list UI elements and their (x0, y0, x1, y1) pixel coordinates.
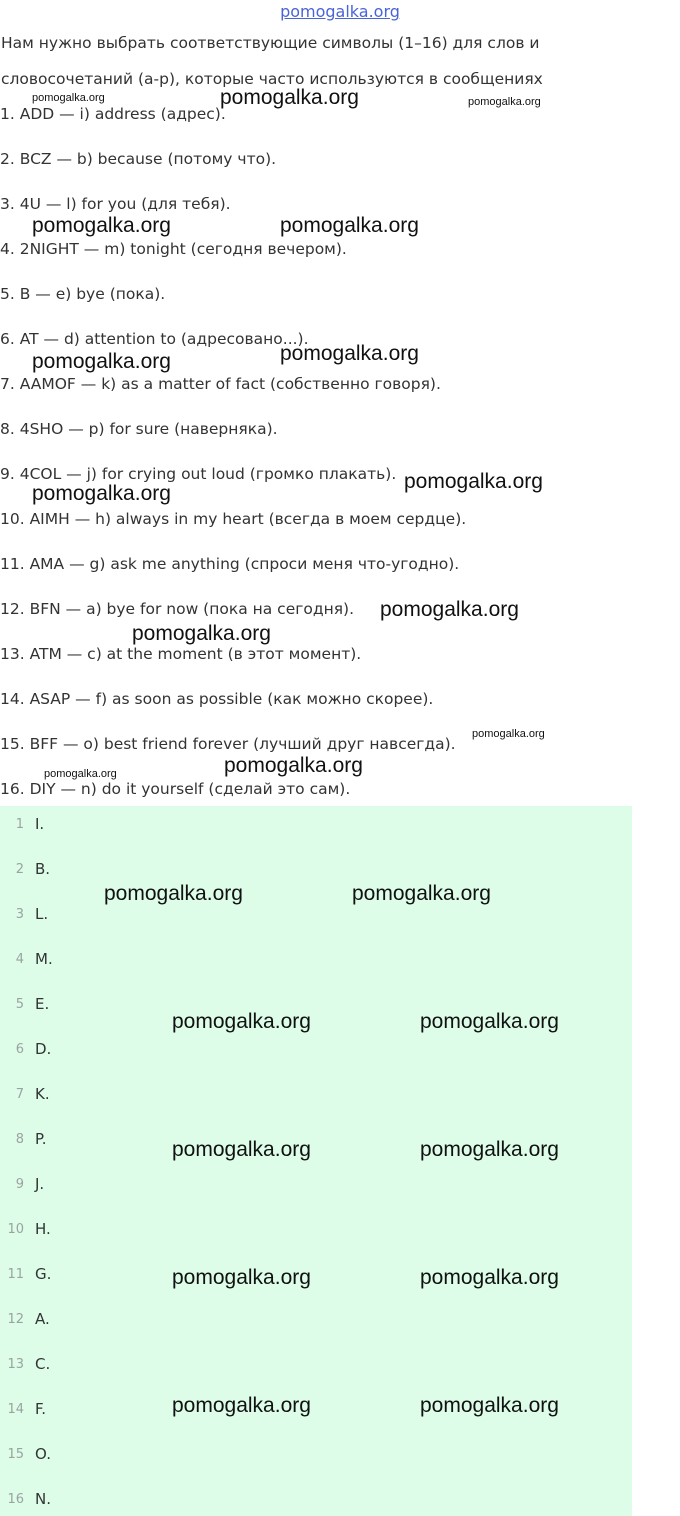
answer-number: 14 (7, 1402, 24, 1417)
answer-value: A. (35, 1310, 50, 1328)
watermark: pomogalka.org (104, 882, 243, 905)
site-link[interactable]: pomogalka.org (280, 2, 400, 21)
watermark: pomogalka.org (220, 86, 359, 109)
list-item: 11. AMA — g) ask me anything (спроси меня что-угодно). (0, 555, 460, 573)
watermark: pomogalka.org (172, 1266, 311, 1289)
answer-number: 6 (15, 1042, 24, 1057)
watermark: pomogalka.org (172, 1394, 311, 1417)
answer-value: E. (35, 995, 50, 1013)
intro-line-1: Нам нужно выбрать соответствующие символы (1–16) для слов и (1, 34, 540, 52)
intro-line-2: словосочетаний (a-p), которые часто используются в сообщениях (1, 70, 543, 88)
watermark: pomogalka.org (420, 1010, 559, 1033)
watermark: pomogalka.org (404, 470, 543, 493)
answer-value: N. (35, 1490, 51, 1508)
watermark: pomogalka.org (32, 92, 105, 104)
watermark: pomogalka.org (224, 754, 363, 777)
answer-value: C. (35, 1355, 51, 1373)
answer-number: 15 (7, 1447, 24, 1462)
list-item: 1. ADD — i) address (адрес). (0, 105, 226, 123)
watermark: pomogalka.org (280, 214, 419, 237)
watermark: pomogalka.org (32, 214, 171, 237)
watermark: pomogalka.org (44, 768, 117, 780)
list-item: 15. BFF — o) best friend forever (лучший друг навсегда). (0, 735, 456, 753)
list-item: 16. DIY — n) do it yourself (сделай это сам). (0, 780, 351, 798)
answer-number: 8 (15, 1132, 24, 1147)
watermark: pomogalka.org (172, 1010, 311, 1033)
answer-number: 11 (7, 1267, 24, 1282)
answer-value: L. (35, 905, 49, 923)
answer-value: D. (35, 1040, 52, 1058)
watermark: pomogalka.org (280, 342, 419, 365)
answer-value: H. (35, 1220, 51, 1238)
answer-number: 9 (15, 1177, 24, 1192)
list-item: 13. ATM — c) at the moment (в этот момент). (0, 645, 362, 663)
answer-number: 16 (7, 1492, 24, 1507)
watermark: pomogalka.org (32, 482, 171, 505)
answer-value: G. (35, 1265, 52, 1283)
answer-value: P. (35, 1130, 47, 1148)
list-item: 8. 4SHO — p) for sure (наверняка). (0, 420, 278, 438)
watermark: pomogalka.org (380, 598, 519, 621)
list-item: 3. 4U — l) for you (для тебя). (0, 195, 231, 213)
answer-value: F. (35, 1400, 46, 1418)
answer-value: B. (35, 860, 51, 878)
watermark: pomogalka.org (420, 1266, 559, 1289)
list-item: 12. BFN — a) bye for now (пока на сегодня). (0, 600, 355, 618)
answer-value: M. (35, 950, 53, 968)
answer-value: O. (35, 1445, 51, 1463)
watermark: pomogalka.org (468, 96, 541, 108)
list-item: 4. 2NIGHT — m) tonight (сегодня вечером). (0, 240, 347, 258)
watermark: pomogalka.org (472, 728, 545, 740)
watermark: pomogalka.org (132, 622, 271, 645)
list-item: 2. BCZ — b) because (потому что). (0, 150, 277, 168)
watermark: pomogalka.org (32, 350, 171, 373)
answer-number: 12 (7, 1312, 24, 1327)
answer-number: 7 (15, 1087, 24, 1102)
watermark: pomogalka.org (420, 1138, 559, 1161)
answer-value: J. (35, 1175, 45, 1193)
list-item: 5. B — e) bye (пока). (0, 285, 166, 303)
list-item: 7. AAMOF — k) as a matter of fact (собственно говоря). (0, 375, 441, 393)
watermark: pomogalka.org (420, 1394, 559, 1417)
list-item: 14. ASAP — f) as soon as possible (как можно скорее). (0, 690, 434, 708)
watermark: pomogalka.org (172, 1138, 311, 1161)
answer-number: 13 (7, 1357, 24, 1372)
watermark: pomogalka.org (352, 882, 491, 905)
answer-number: 1 (15, 817, 24, 832)
list-item: 9. 4COL — j) for crying out loud (громко плакать). (0, 465, 397, 483)
answer-value: I. (35, 815, 45, 833)
answer-number: 10 (7, 1222, 24, 1237)
answer-number: 4 (15, 952, 24, 967)
answer-number: 2 (15, 862, 24, 877)
list-item: 10. AIMH — h) always in my heart (всегда в моем сердце). (0, 510, 467, 528)
answer-number: 5 (15, 997, 24, 1012)
list-item: 6. AT — d) attention to (адресовано...). (0, 330, 309, 348)
answer-number: 3 (15, 907, 24, 922)
answer-value: K. (35, 1085, 50, 1103)
